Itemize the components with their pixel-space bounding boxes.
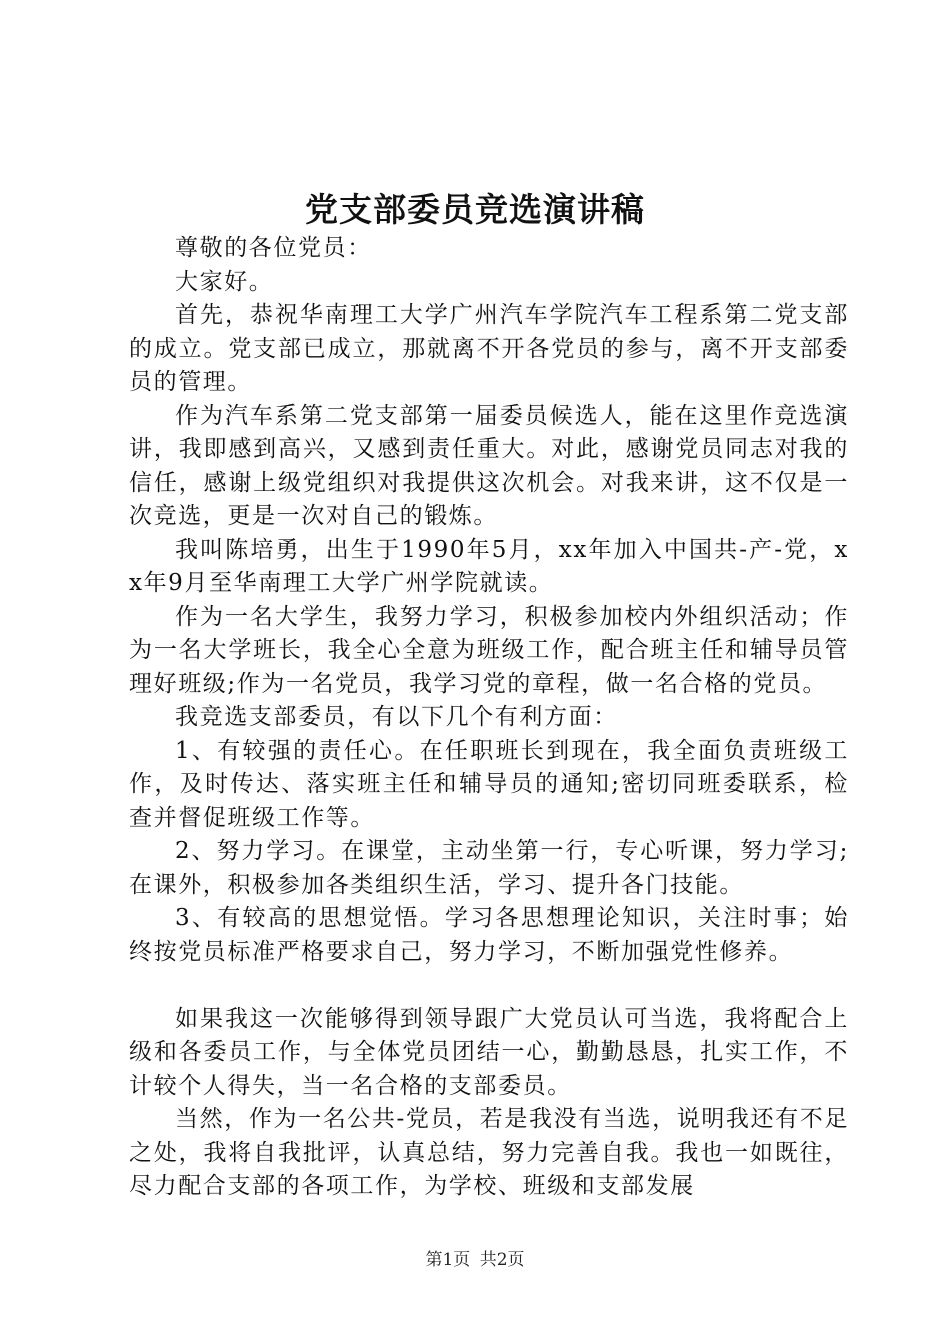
paragraph: 我叫陈培勇，出生于1990年5月，xx年加入中国共-产-党，xx年9月至华南理工大学广州学院就读。: [129, 536, 849, 596]
list-item: 1、有较强的责任心。在任职班长到现在，我全面负责班级工作，及时传达、落实班主任和辅导员的通知;密切同班委联系，检查并督促班级工作等。: [129, 737, 849, 831]
list-item: 3、有较高的思想觉悟。学习各思想理论知识，关注时事；始终按党员标准严格要求自己，努力学习，不断加强党性修养。: [129, 905, 849, 965]
page-total: 共2页: [479, 1250, 525, 1270]
paragraph: 首先，恭祝华南理工大学广州汽车学院汽车工程系第二党支部的成立。党支部已成立，那就离不开各党员的参与，离不开支部委员的管理。: [129, 302, 849, 395]
page-footer: [0, 1245, 950, 1270]
page-number: 第1页: [425, 1250, 471, 1270]
document-title: 党支部委员竞选演讲稿: [305, 190, 645, 229]
greeting: 大家好。: [175, 268, 274, 295]
salutation: 尊敬的各位党员：: [175, 235, 372, 261]
paragraph: 作为汽车系第二党支部第一届委员候选人，能在这里作竞选演讲，我即感到高兴，又感到责任重大。对此，感谢党员同志对我的信任，感谢上级党组织对我提供这次机会。对我来讲，这不仅是一次竞选，更是一次对自己的锻炼。: [129, 402, 849, 529]
list-item: 2、努力学习。在课堂，主动坐第一行，专心听课，努力学习;在课外，积极参加各类组织生活，学习、提升各门技能。: [129, 838, 849, 898]
paragraph: 我竞选支部委员，有以下几个有利方面：: [175, 704, 618, 730]
document-body: [129, 232, 849, 1204]
paragraph: 作为一名大学生，我努力学习，积极参加校内外组织活动；作为一名大学班长，我全心全意为班级工作，配合班主任和辅导员管理好班级;作为一名党员，我学习党的章程，做一名合格的党员。: [129, 603, 849, 697]
paragraph: 如果我这一次能够得到领导跟广大党员认可当选，我将配合上级和各委员工作，与全体党员团结一心，勤勤恳恳，扎实工作，不计较个人得失，当一名合格的支部委员。: [129, 1005, 849, 1099]
paragraph: 当然，作为一名公共-党员，若是我没有当选，说明我还有不足之处，我将自我批评，认真总结，努力完善自我。我也一如既往，尽力配合支部的各项工作，为学校、班级和支部发展: [129, 1106, 849, 1199]
